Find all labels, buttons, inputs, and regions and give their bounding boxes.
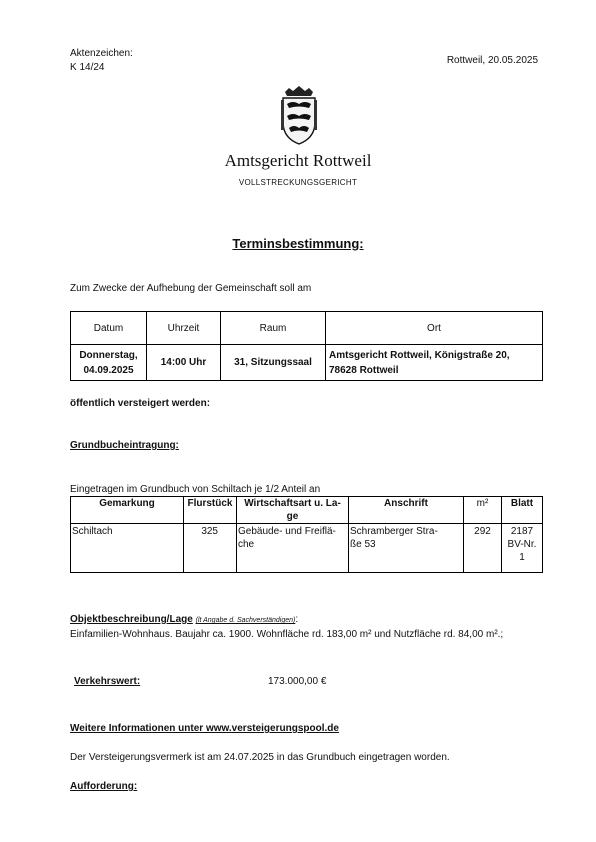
termin-table [70,311,543,381]
header-wirtschaftsart-line1: Wirtschaftsart u. La- [244,498,341,509]
cell-wirtschaftsart [237,524,349,573]
cell-ort [326,345,543,381]
blatt-line2: BV-Nr. [507,539,537,550]
cell-raum: 31, Sitzungssaal [221,345,326,381]
cell-gemarkung: Schiltach [71,524,184,573]
header-uhrzeit: Uhrzeit [147,312,221,345]
objekt-heading-label: Objektbeschreibung/Lage [70,614,193,625]
header-blatt: Blatt [502,497,543,524]
header-wirtschaftsart [237,497,349,524]
objekt-heading-note: (lt Angabe d. Sachverständigen) [195,617,296,624]
grundbuch-heading: Grundbucheintragung: [70,440,179,451]
datum-date: 04.09.2025 [83,364,134,376]
versteigert-text: öffentlich versteigert werden: [70,398,211,409]
header-datum: Datum [71,312,147,345]
anschrift-line1: Schramberger Stra- [350,526,438,537]
grundbuch-table-header [71,497,543,524]
document-title: Terminsbestimmung: [232,236,364,251]
grundbuch-table [70,496,543,573]
flurstueck-value: 325 [201,526,218,537]
case-reference-label: Aktenzeichen: [70,48,133,59]
header-flurstueck: Flurstück [184,497,237,524]
verkehrswert-value: 173.000,00 € [268,676,327,687]
ort-line1: Amtsgericht Rottweil, Königstraße 20, [329,349,510,361]
court-name: Amtsgericht Rottweil [224,151,372,170]
anschrift-line2: ße 53 [350,539,376,550]
aufforderung-heading: Aufforderung: [70,781,138,792]
datum-weekday: Donnerstag, [79,349,138,361]
coat-of-arms-icon [281,86,317,146]
cell-blatt [502,524,543,573]
case-reference-number: K 14/24 [70,62,105,73]
grundbuch-intro: Eingetragen im Grundbuch von Schiltach je 1/2 Anteil an [70,484,321,495]
vermerk-text: Der Versteigerungsvermerk ist am 24.07.2025 in das Grundbuch eingetragen worden. [70,752,450,763]
case-reference [70,47,133,75]
header-gemarkung: Gemarkung [71,497,184,524]
wirtschaftsart-line2: che [238,539,255,550]
header-anschrift: Anschrift [349,497,464,524]
ort-line2: 78628 Rottweil [329,364,399,376]
grundbuch-table-row [71,524,543,573]
cell-qm: 292 [464,524,502,573]
header-qm: m² [464,497,502,524]
header-wirtschaftsart-line2: ge [286,511,299,522]
blatt-line1: 2187 [510,526,534,537]
verkehrswert-label: Verkehrswert: [74,676,141,687]
header-ort: Ort [326,312,543,345]
info-link-text: Weitere Informationen unter www.versteigerungspool.de [70,723,339,734]
objekt-heading-colon: : [295,614,299,625]
wirtschaftsart-line1: Gebäude- und Freiflä- [238,526,336,537]
cell-uhrzeit: 14:00 Uhr [147,345,221,381]
objekt-heading [70,614,298,625]
header-raum: Raum [221,312,326,345]
objekt-description: Einfamilien-Wohnhaus. Baujahr ca. 1900. Wohnfläche rd. 183,00 m² und Nutzfläche rd. 84,00 m².; [70,629,504,640]
court-subtitle: VOLLSTRECKUNGSGERICHT [238,178,358,187]
cell-flurstueck [184,524,237,573]
cell-anschrift [349,524,464,573]
blatt-line3: 1 [519,552,525,563]
cell-datum [71,345,147,381]
termin-table-header [71,312,543,345]
place-date: Rottweil, 20.05.2025 [446,55,538,66]
termin-table-row [71,345,543,381]
intro-text: Zum Zwecke der Aufhebung der Gemeinschaft soll am [70,283,312,294]
